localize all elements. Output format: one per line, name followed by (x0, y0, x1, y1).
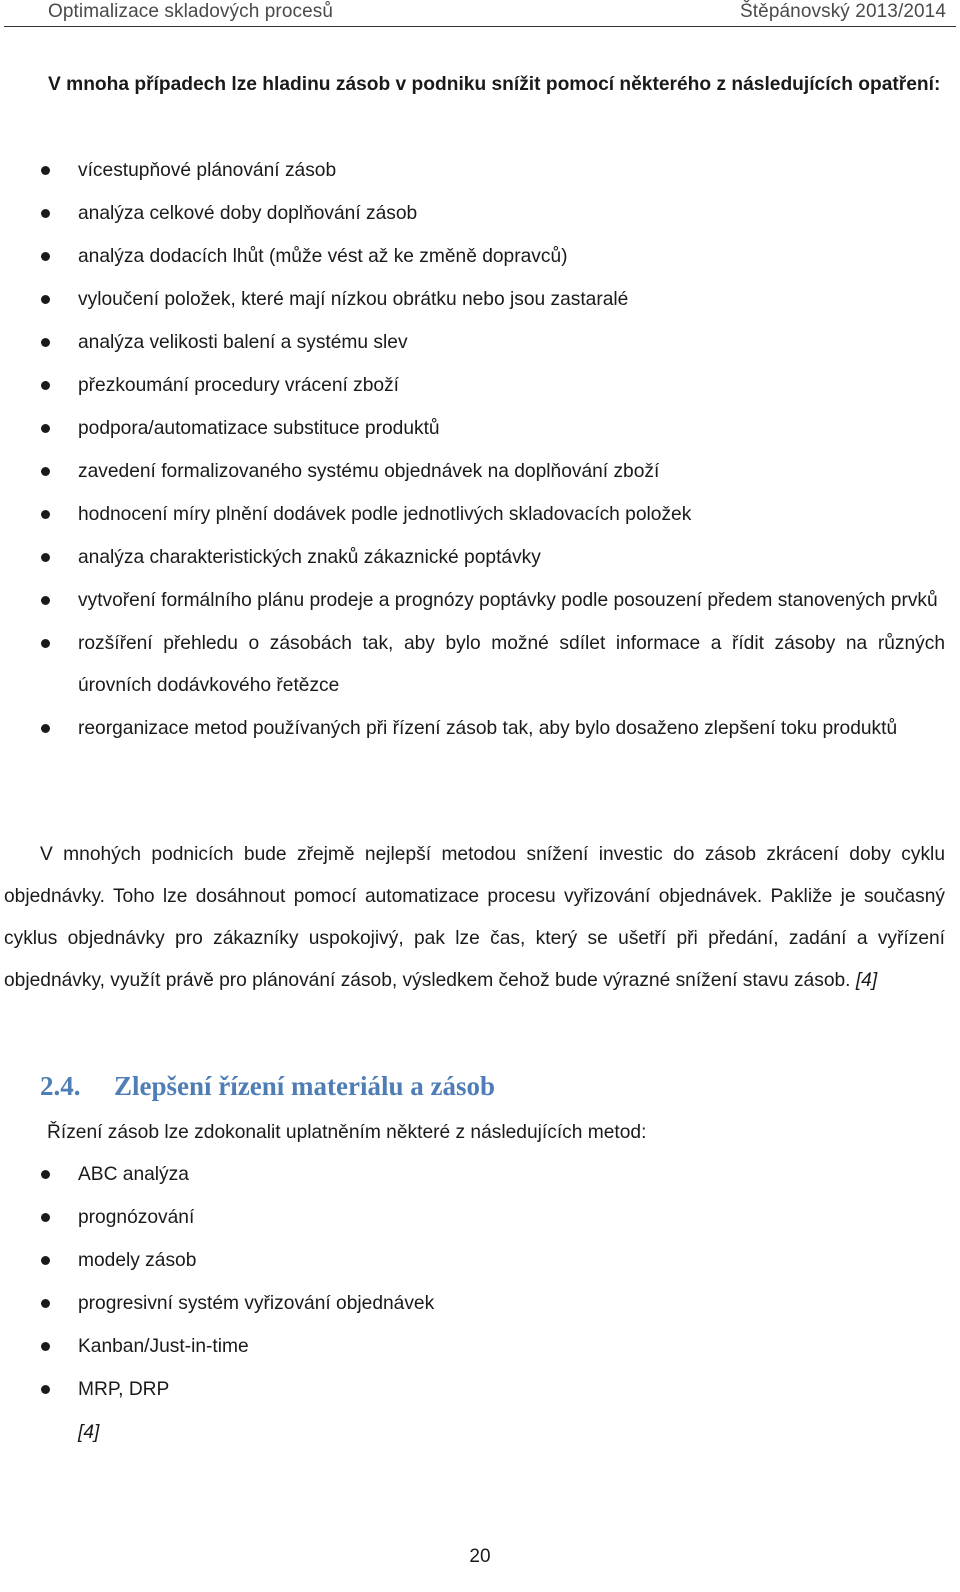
list-item: prognózování (4, 1197, 945, 1239)
list-item: MRP, DRP (4, 1369, 945, 1411)
section-title: Zlepšení řízení materiálu a zásob (114, 1071, 495, 1101)
list-item: analýza velikosti balení a systému slev (4, 322, 945, 364)
list-item: hodnocení míry plnění dodávek podle jednotlivých skladovacích položek (4, 494, 945, 536)
list-item: vícestupňové plánování zásob (4, 150, 945, 192)
section-citation: [4] (78, 1422, 100, 1443)
list-item: analýza charakteristických znaků zákaznické poptávky (4, 537, 945, 579)
section-number: 2.4. (40, 1071, 81, 1101)
header-author-year: Štěpánovský 2013/2014 (740, 1, 946, 22)
list-item: reorganizace metod používaných při řízení zásob tak, aby bylo dosaženo zlepšení toku produktů (4, 708, 945, 750)
list-item: zavedení formalizovaného systému objednávek na doplňování zboží (4, 451, 945, 493)
list-item: progresivní systém vyřizování objednávek (4, 1283, 945, 1325)
list-item: vyloučení položek, které mají nízkou obrátku nebo jsou zastaralé (4, 279, 945, 321)
intro-paragraph: V mnoha případech lze hladinu zásob v podniku snížit pomocí některého z následujících opatření: (48, 74, 941, 95)
list-item: Kanban/Just-in-time (4, 1326, 945, 1368)
body-paragraph (4, 834, 945, 1002)
list-item: analýza dodacích lhůt (může vést až ke změně dopravců) (4, 236, 945, 278)
list-item: ABC analýza (4, 1154, 945, 1196)
methods-list (4, 1154, 945, 1412)
running-header (4, 0, 956, 27)
list-item: vytvoření formálního plánu prodeje a prognózy poptávky podle posouzení předem stanovených prvků (4, 580, 945, 622)
list-item: analýza celkové doby doplňování zásob (4, 193, 945, 235)
list-item: přezkoumání procedury vrácení zboží (4, 365, 945, 407)
section-heading (40, 1066, 495, 1106)
list-item: podpora/automatizace substituce produktů (4, 408, 945, 450)
section-intro: Řízení zásob lze zdokonalit uplatněním některé z následujících metod: (47, 1122, 647, 1143)
header-document-title: Optimalizace skladových procesů (48, 1, 334, 22)
list-item: rozšíření přehledu o zásobách tak, aby bylo možné sdílet informace a řídit zásoby na různých úrovních dodávkového řetězce (4, 623, 945, 707)
list-item: modely zásob (4, 1240, 945, 1282)
page-number: 20 (469, 1546, 491, 1567)
citation-reference: [4] (855, 970, 878, 991)
measures-list (4, 150, 945, 751)
body-paragraph-text: V mnohých podnicích bude zřejmě nejlepší metodou snížení investic do zásob zkrácení doby cyklu objednávky. Toho lze dosáhnout pomocí automatizace procesu vyřizování objednávek. Pakliže je současný cyklus objednávky pro zákazníky uspokojivý, pak lze čas, který se ušetří při předání, zadání a vyřízení objednávky, využít právě pro plánování zásob, výsledkem čehož bude výrazné snížení stavu zásob. (4, 844, 945, 991)
